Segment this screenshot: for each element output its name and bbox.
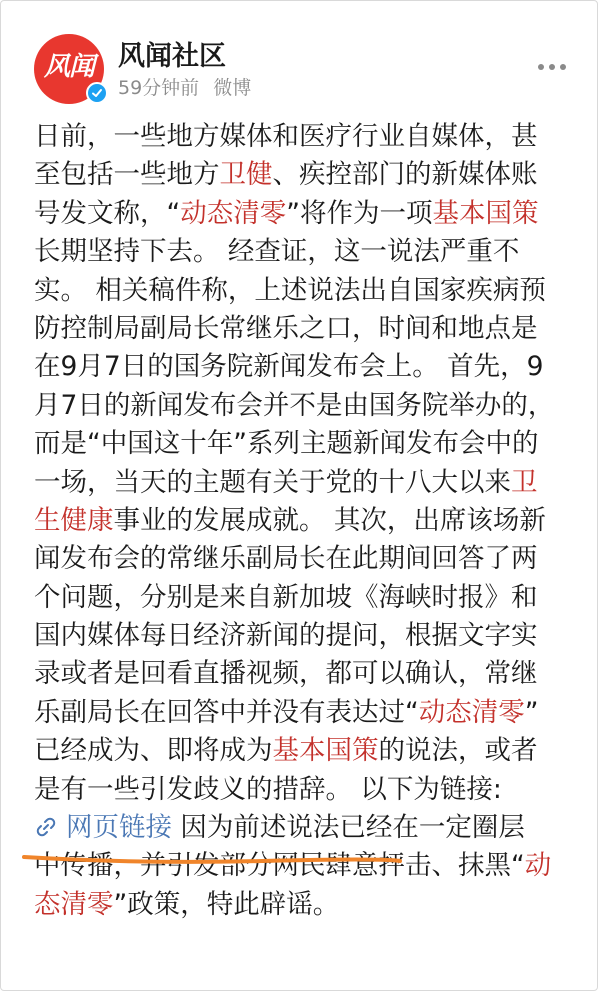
highlight-keyword: 动态清零 xyxy=(418,696,525,728)
post-line xyxy=(34,732,564,770)
web-link[interactable] xyxy=(34,812,172,843)
post-line xyxy=(34,348,564,386)
more-options-icon[interactable] xyxy=(538,62,568,72)
post-line xyxy=(34,502,564,540)
post-line xyxy=(34,540,564,578)
post-line xyxy=(34,310,564,348)
text-segment: 闻发布会的常继乐副局长在此期间回答了两 xyxy=(34,543,538,575)
avatar-logo-text: 风闻 xyxy=(43,52,94,82)
text-segment: 实。 相关稿件称，上述说法出自国家疾病预 xyxy=(34,274,546,306)
text-segment: 事业的发展成就。 其次，出席该场新 xyxy=(113,504,546,536)
text-segment: 防控制局副局长常继乐之口，时间和地点是 xyxy=(34,312,538,344)
text-segment: 是有一些引发歧义的措辞。 以下为链接: xyxy=(34,773,502,805)
post-line xyxy=(34,425,564,463)
web-link-label[interactable]: 网页链接 xyxy=(66,812,172,844)
post-line xyxy=(34,464,564,502)
post-body xyxy=(34,118,564,924)
text-segment: 一场，当天的主题有关于党的十八大以来 xyxy=(34,466,511,498)
post-line xyxy=(34,886,564,924)
highlight-keyword: 卫健 xyxy=(219,159,273,191)
post-source: 微博 xyxy=(213,77,252,99)
post-line xyxy=(34,694,564,732)
post-line xyxy=(34,771,564,809)
highlight-keyword: 态清零 xyxy=(34,888,114,920)
text-segment: 、疾控部门的新媒体账 xyxy=(272,159,538,191)
text-segment: 的说法，或者 xyxy=(378,735,538,767)
post-line xyxy=(34,579,564,617)
text-segment: ” xyxy=(524,696,539,728)
text-segment: ”将作为一项 xyxy=(286,197,433,229)
post-time: 59分钟前 xyxy=(118,77,200,99)
text-segment: 至包括一些地方 xyxy=(34,159,220,191)
post-line xyxy=(34,617,564,655)
text-segment: 国内媒体每日经济新闻的提问，根据文字实 xyxy=(34,620,538,652)
post-line xyxy=(34,233,564,271)
highlight-keyword: 基本国策 xyxy=(432,197,539,229)
post-line xyxy=(34,118,564,156)
text-segment: 录或者是回看直播视频，都可以确认，常继 xyxy=(34,658,538,690)
text-segment: 中传播，并引发部分网民肆意抨击、抹黑“ xyxy=(34,850,525,882)
link-icon xyxy=(34,815,58,839)
post-meta xyxy=(118,73,251,100)
account-name[interactable]: 风闻社区 xyxy=(118,41,226,72)
post-line xyxy=(34,809,564,847)
text-segment: 月7日的新闻发布会并不是由国务院举办的， xyxy=(34,389,555,421)
post-line xyxy=(34,655,564,693)
post-line xyxy=(34,195,564,233)
post-line xyxy=(34,387,564,425)
text-segment: 乐副局长在回答中并没有表达过“ xyxy=(34,696,419,728)
text-segment: 在9月7日的国务院新闻发布会上。 首先，9 xyxy=(34,351,544,383)
text-segment: ”政策，特此辟谣。 xyxy=(113,888,340,920)
post-line xyxy=(34,156,564,194)
highlight-keyword: 动态清零 xyxy=(180,197,287,229)
post-line xyxy=(34,272,564,310)
text-segment: 因为前述说法已经在一定圈层 xyxy=(172,812,525,844)
highlight-keyword: 动 xyxy=(524,850,552,882)
text-segment: 已经成为、即将成为 xyxy=(34,735,273,767)
text-segment: 个问题，分别是来自新加坡《海峡时报》和 xyxy=(34,581,538,613)
highlight-keyword: 生健康 xyxy=(34,504,114,536)
verified-badge-icon xyxy=(86,82,108,104)
text-segment: 而是“中国这十年”系列主题新闻发布会中的 xyxy=(34,428,539,460)
handdrawn-underline xyxy=(22,852,402,866)
text-segment: 日前，一些地方媒体和医疗行业自媒体，甚 xyxy=(34,121,538,152)
text-segment: 长期坚持下去。 经查证，这一说法严重不 xyxy=(34,236,520,268)
post-header xyxy=(0,0,600,112)
text-segment: 号发文称，“ xyxy=(34,197,181,229)
highlight-keyword: 基本国策 xyxy=(272,735,379,767)
highlight-keyword: 卫 xyxy=(511,466,538,498)
